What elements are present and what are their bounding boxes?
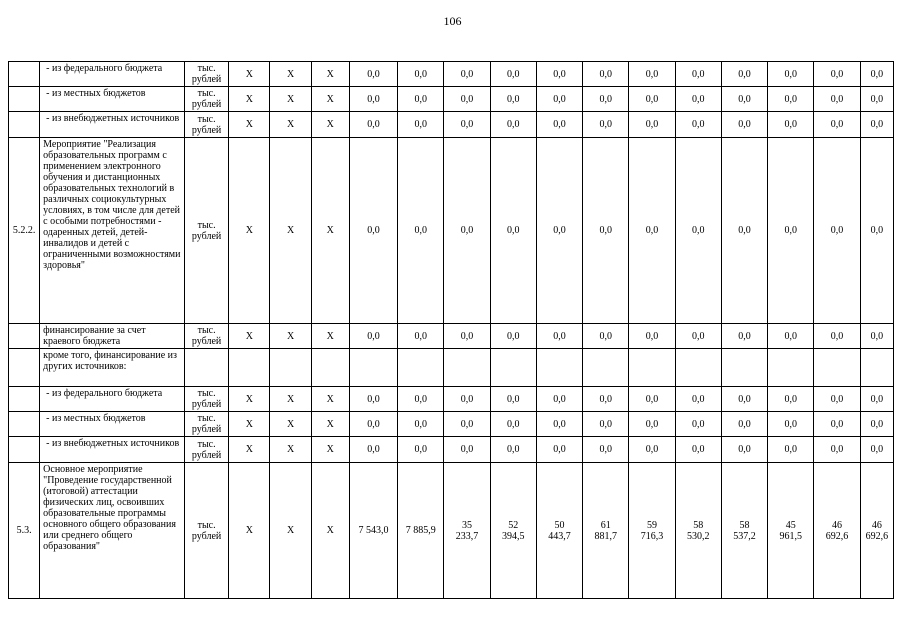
value-cell: 0,0 [721,412,767,437]
value-cell: 0,0 [444,412,490,437]
value-cell: 0,0 [349,62,397,87]
value-cell: 0,0 [398,112,444,138]
value-cell: 0,0 [536,112,582,138]
value-cell: 0,0 [721,387,767,412]
value-cell: 0,0 [814,138,860,324]
value-cell: 0,0 [490,138,536,324]
x-mark-cell: Х [270,437,311,463]
item-name-cell: - из федерального бюджета [40,62,185,87]
value-cell: 0,0 [675,138,721,324]
item-name-cell: Мероприятие "Реализация образовательных программ с применением электронного обучения и дистанционных образовательных технологий в различных социокультурных условиях, в том числе для детей с особыми потребностями - одаренных детей, детей-инвалидов и детей с ограниченными возможностями здоровья" [40,138,185,324]
value-cell: 0,0 [536,387,582,412]
value-cell: 0,0 [860,87,893,112]
value-cell: 0,0 [675,387,721,412]
value-cell: 0,0 [349,437,397,463]
value-cell: 0,0 [583,387,629,412]
value-cell: 0,0 [721,62,767,87]
value-cell: 35 233,7 [444,463,490,599]
x-mark-cell: Х [270,463,311,599]
x-mark-cell: Х [229,87,270,112]
table-row [9,412,894,437]
unit-cell [184,349,228,387]
value-cell: 0,0 [583,138,629,324]
value-cell: 0,0 [398,138,444,324]
unit-cell: тыс. рублей [184,87,228,112]
table-row [9,138,894,324]
value-cell: 0,0 [629,387,675,412]
value-cell: 0,0 [675,62,721,87]
table-row [9,87,894,112]
item-name-cell: финансирование за счет краевого бюджета [40,324,185,349]
item-name-cell: Основное мероприятие "Проведение государственной (итоговой) аттестации физических лиц, освоивших образовательные программы основного общего образования или среднего общего образования" [40,463,185,599]
value-cell [398,349,444,387]
value-cell: 45 961,5 [768,463,814,599]
value-cell [490,349,536,387]
value-cell: 0,0 [349,87,397,112]
value-cell: 0,0 [583,412,629,437]
value-cell: 0,0 [629,112,675,138]
value-cell: 0,0 [398,437,444,463]
x-mark-cell: Х [229,138,270,324]
value-cell: 0,0 [814,112,860,138]
item-name-cell: кроме того, финансирование из других источников: [40,349,185,387]
row-number-cell [9,437,40,463]
value-cell: 0,0 [349,138,397,324]
page-number: 106 [443,14,462,28]
value-cell [814,349,860,387]
value-cell: 0,0 [536,62,582,87]
x-mark-cell [229,349,270,387]
value-cell: 0,0 [675,437,721,463]
value-cell: 0,0 [444,112,490,138]
value-cell: 0,0 [583,112,629,138]
value-cell: 0,0 [349,412,397,437]
value-cell: 0,0 [490,324,536,349]
value-cell: 58 530,2 [675,463,721,599]
value-cell: 0,0 [490,62,536,87]
value-cell: 0,0 [721,138,767,324]
x-mark-cell: Х [229,463,270,599]
value-cell: 0,0 [860,437,893,463]
value-cell: 0,0 [860,324,893,349]
value-cell: 0,0 [675,112,721,138]
unit-cell: тыс. рублей [184,62,228,87]
value-cell: 0,0 [629,412,675,437]
value-cell: 0,0 [721,112,767,138]
value-cell: 0,0 [583,437,629,463]
value-cell [721,349,767,387]
value-cell: 0,0 [536,437,582,463]
value-cell: 0,0 [349,112,397,138]
row-number-cell: 5.3. [9,463,40,599]
value-cell: 7 885,9 [398,463,444,599]
value-cell: 52 394,5 [490,463,536,599]
x-mark-cell: Х [311,437,349,463]
value-cell: 0,0 [629,87,675,112]
x-mark-cell: Х [229,62,270,87]
item-name-cell: - из внебюджетных источников [40,437,185,463]
value-cell: 0,0 [444,62,490,87]
x-mark-cell: Х [311,62,349,87]
value-cell: 0,0 [536,87,582,112]
value-cell: 0,0 [768,138,814,324]
row-number-cell [9,324,40,349]
value-cell: 0,0 [768,437,814,463]
value-cell: 46 692,6 [860,463,893,599]
unit-cell: тыс. рублей [184,412,228,437]
value-cell: 0,0 [629,437,675,463]
table-row [9,387,894,412]
value-cell: 0,0 [721,324,767,349]
x-mark-cell: Х [311,112,349,138]
row-number-cell [9,387,40,412]
value-cell: 0,0 [860,62,893,87]
item-name-cell: - из местных бюджетов [40,412,185,437]
value-cell: 0,0 [860,387,893,412]
value-cell: 0,0 [814,324,860,349]
value-cell: 0,0 [583,87,629,112]
value-cell: 0,0 [349,387,397,412]
value-cell: 0,0 [768,87,814,112]
value-cell: 0,0 [490,87,536,112]
value-cell: 0,0 [675,324,721,349]
table-row [9,112,894,138]
x-mark-cell: Х [311,387,349,412]
value-cell: 46 692,6 [814,463,860,599]
row-number-cell [9,349,40,387]
value-cell: 0,0 [768,324,814,349]
x-mark-cell: Х [270,387,311,412]
x-mark-cell: Х [311,324,349,349]
value-cell: 0,0 [768,387,814,412]
x-mark-cell: Х [270,112,311,138]
value-cell: 0,0 [860,138,893,324]
value-cell: 0,0 [814,62,860,87]
value-cell: 0,0 [490,412,536,437]
value-cell [675,349,721,387]
unit-cell: тыс. рублей [184,112,228,138]
value-cell: 0,0 [536,138,582,324]
x-mark-cell [270,349,311,387]
value-cell: 0,0 [814,87,860,112]
value-cell [860,349,893,387]
value-cell [768,349,814,387]
value-cell: 0,0 [583,324,629,349]
row-number-cell [9,112,40,138]
value-cell: 0,0 [814,437,860,463]
x-mark-cell: Х [311,412,349,437]
x-mark-cell: Х [311,87,349,112]
value-cell: 0,0 [768,412,814,437]
value-cell: 0,0 [444,87,490,112]
unit-cell: тыс. рублей [184,138,228,324]
value-cell: 0,0 [860,412,893,437]
value-cell: 0,0 [583,62,629,87]
value-cell: 0,0 [536,324,582,349]
value-cell: 0,0 [444,324,490,349]
row-number-cell [9,62,40,87]
value-cell: 61 881,7 [583,463,629,599]
unit-cell: тыс. рублей [184,324,228,349]
value-cell: 0,0 [860,112,893,138]
item-name-cell: - из местных бюджетов [40,87,185,112]
row-number-cell: 5.2.2. [9,138,40,324]
value-cell [536,349,582,387]
x-mark-cell: Х [311,138,349,324]
value-cell: 0,0 [398,62,444,87]
value-cell: 0,0 [768,62,814,87]
value-cell: 0,0 [814,412,860,437]
unit-cell: тыс. рублей [184,387,228,412]
x-mark-cell: Х [270,62,311,87]
table-row [9,324,894,349]
x-mark-cell: Х [270,87,311,112]
x-mark-cell: Х [229,112,270,138]
value-cell: 0,0 [490,437,536,463]
value-cell: 0,0 [536,412,582,437]
row-number-cell [9,412,40,437]
value-cell: 0,0 [398,324,444,349]
value-cell [444,349,490,387]
x-mark-cell: Х [311,463,349,599]
value-cell: 50 443,7 [536,463,582,599]
value-cell [583,349,629,387]
value-cell: 0,0 [721,437,767,463]
value-cell: 59 716,3 [629,463,675,599]
table-row [9,463,894,599]
item-name-cell: - из внебюджетных источников [40,112,185,138]
value-cell: 0,0 [768,112,814,138]
value-cell [629,349,675,387]
table-row [9,349,894,387]
value-cell: 0,0 [721,87,767,112]
x-mark-cell: Х [229,437,270,463]
value-cell [349,349,397,387]
value-cell: 58 537,2 [721,463,767,599]
x-mark-cell: Х [229,387,270,412]
budget-table [8,61,894,599]
unit-cell: тыс. рублей [184,437,228,463]
value-cell: 0,0 [444,387,490,412]
value-cell: 0,0 [814,387,860,412]
value-cell: 0,0 [398,412,444,437]
table-body [9,62,894,599]
value-cell: 0,0 [490,387,536,412]
value-cell: 0,0 [675,412,721,437]
value-cell: 7 543,0 [349,463,397,599]
item-name-cell: - из федерального бюджета [40,387,185,412]
value-cell: 0,0 [349,324,397,349]
x-mark-cell: Х [270,138,311,324]
x-mark-cell: Х [270,324,311,349]
x-mark-cell: Х [270,412,311,437]
value-cell: 0,0 [629,138,675,324]
value-cell: 0,0 [398,87,444,112]
unit-cell: тыс. рублей [184,463,228,599]
value-cell: 0,0 [398,387,444,412]
value-cell: 0,0 [675,87,721,112]
x-mark-cell: Х [229,324,270,349]
table-row [9,437,894,463]
table-row [9,62,894,87]
x-mark-cell: Х [229,412,270,437]
row-number-cell [9,87,40,112]
value-cell: 0,0 [444,437,490,463]
value-cell: 0,0 [444,138,490,324]
x-mark-cell [311,349,349,387]
value-cell: 0,0 [490,112,536,138]
value-cell: 0,0 [629,62,675,87]
value-cell: 0,0 [629,324,675,349]
